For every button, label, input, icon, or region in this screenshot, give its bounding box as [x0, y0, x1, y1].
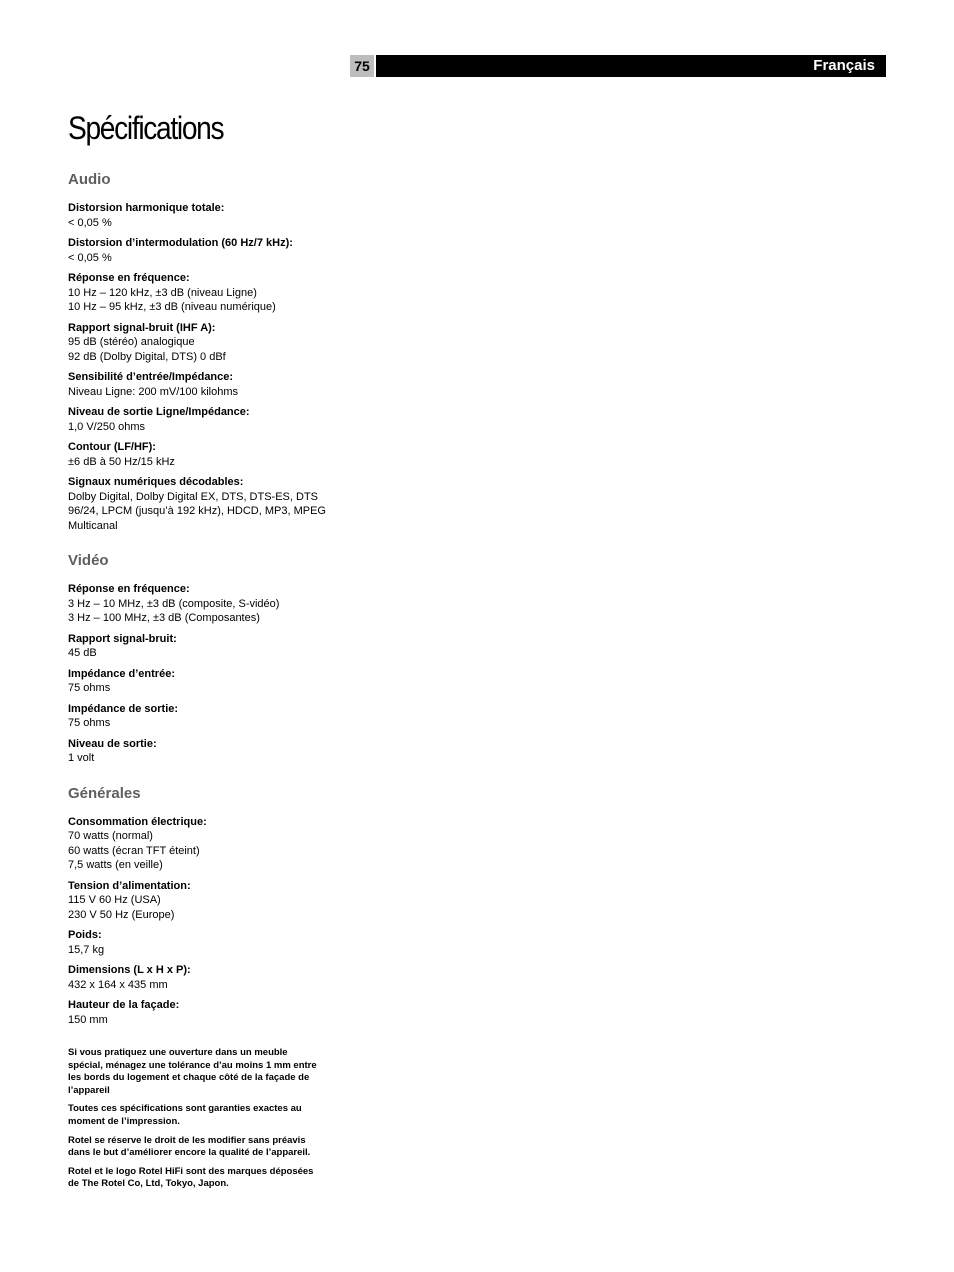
spec-value: 150 mm — [68, 1013, 108, 1026]
spec-label: Consommation électrique: — [68, 815, 207, 828]
spec-item — [68, 440, 328, 469]
spec-item — [68, 815, 328, 873]
spec-value: 7,5 watts (en veille) — [68, 859, 163, 871]
section-heading: Audio — [68, 171, 111, 188]
spec-label: Impédance d’entrée: — [68, 667, 175, 680]
spec-item — [68, 271, 328, 315]
spec-item — [68, 201, 328, 230]
spec-section-generales — [68, 785, 328, 1028]
spec-value: < 0,05 % — [68, 251, 112, 264]
spec-item — [68, 702, 328, 731]
spec-value: 75 ohms — [68, 682, 111, 694]
spec-item — [68, 632, 328, 661]
spec-label: Impédance de sortie: — [68, 702, 179, 715]
spec-section-video — [68, 552, 328, 766]
section-heading: Vidéo — [68, 552, 109, 569]
spec-value: 10 Hz – 120 kHz, ±3 dB (niveau Ligne) — [68, 286, 257, 299]
footnotes — [68, 1047, 324, 1191]
spec-label: Poids: — [68, 929, 102, 941]
spec-value: 1 volt — [68, 752, 95, 764]
spec-value: Niveau Ligne: 200 mV/100 kilohms — [68, 385, 238, 398]
spec-value: 1,0 V/250 ohms — [68, 420, 146, 433]
spec-value: 45 dB — [68, 647, 97, 659]
spec-sections — [68, 171, 328, 1027]
spec-item — [68, 879, 328, 923]
spec-label: Réponse en fréquence: — [68, 272, 190, 284]
spec-value: 3 Hz – 100 MHz, ±3 dB (Composantes) — [68, 612, 260, 624]
spec-label: Contour (LF/HF): — [68, 441, 156, 453]
spec-value: 75 ohms — [68, 717, 111, 729]
spec-value: 95 dB (stéréo) analogique — [68, 336, 195, 348]
spec-label: Distorsion harmonique totale: — [68, 202, 225, 214]
spec-content — [68, 171, 328, 1197]
spec-item — [68, 321, 328, 365]
spec-value: 15,7 kg — [68, 943, 105, 956]
spec-item — [68, 236, 328, 265]
section-heading: Générales — [68, 784, 141, 802]
spec-label: Réponse en fréquence: — [68, 583, 190, 595]
spec-label: Rapport signal-bruit: — [68, 632, 177, 645]
spec-value: 115 V 60 Hz (USA) — [68, 894, 161, 906]
spec-section-audio — [68, 171, 328, 533]
spec-label: Rapport signal-bruit (IHF A): — [68, 321, 216, 334]
page-title: Spécifications — [68, 110, 224, 146]
spec-item — [68, 582, 328, 626]
spec-label: Sensibilité d’entrée/Impédance: — [68, 371, 234, 383]
footnote: Rotel et le logo Rotel HiFi sont des marques déposées de The Rotel Co, Ltd, Tokyo, Japon. — [68, 1165, 314, 1190]
spec-label: Hauteur de la façade: — [68, 999, 180, 1011]
spec-item — [68, 998, 328, 1027]
spec-item — [68, 928, 328, 957]
spec-value: 230 V 50 Hz (Europe) — [68, 908, 175, 921]
footnote: Toutes ces spécifications sont garanties exactes au moment de l’impression. — [68, 1103, 302, 1127]
spec-item — [68, 405, 328, 434]
language-label: Français — [376, 55, 886, 77]
spec-item — [68, 963, 328, 992]
spec-item — [68, 667, 328, 696]
spec-label: Niveau de sortie Ligne/Impédance: — [68, 406, 250, 418]
spec-value: ±6 dB à 50 Hz/15 kHz — [68, 455, 175, 468]
spec-value: 432 x 164 x 435 mm — [68, 978, 168, 991]
page-number: 75 — [350, 55, 374, 77]
spec-label: Signaux numériques décodables: — [68, 476, 244, 488]
spec-label: Niveau de sortie: — [68, 737, 157, 750]
spec-label: Distorsion d’intermodulation (60 Hz/7 kHz): — [68, 237, 293, 249]
spec-item — [68, 475, 328, 533]
spec-value: 70 watts (normal) — [68, 830, 153, 842]
spec-label: Tension d’alimentation: — [68, 879, 191, 892]
spec-value: 3 Hz – 10 MHz, ±3 dB (composite, S-vidéo) — [68, 597, 280, 610]
footnote: Rotel se réserve le droit de les modifier sans préavis dans le but d’améliorer encore la qualité de l’appareil. — [68, 1134, 311, 1159]
spec-item — [68, 737, 328, 766]
spec-label: Dimensions (L x H x P): — [68, 964, 191, 976]
spec-value: Dolby Digital, Dolby Digital EX, DTS, DTS-ES, DTS 96/24, LPCM (jusqu’à 192 kHz), HDCD, MP3, MPEG Multicanal — [68, 490, 326, 532]
spec-value: 10 Hz – 95 kHz, ±3 dB (niveau numérique) — [68, 301, 276, 313]
footnote: Si vous pratiquez une ouverture dans un meuble spécial, ménagez une tolérance d’au moins 1 mm entre les bords du logement et chaque côté de la façade de l’appareil — [68, 1047, 317, 1096]
page-header — [350, 55, 886, 77]
spec-value: 92 dB (Dolby Digital, DTS) 0 dBf — [68, 350, 226, 363]
spec-item — [68, 370, 328, 399]
spec-value: 60 watts (écran TFT éteint) — [68, 844, 200, 857]
spec-value: < 0,05 % — [68, 216, 112, 229]
